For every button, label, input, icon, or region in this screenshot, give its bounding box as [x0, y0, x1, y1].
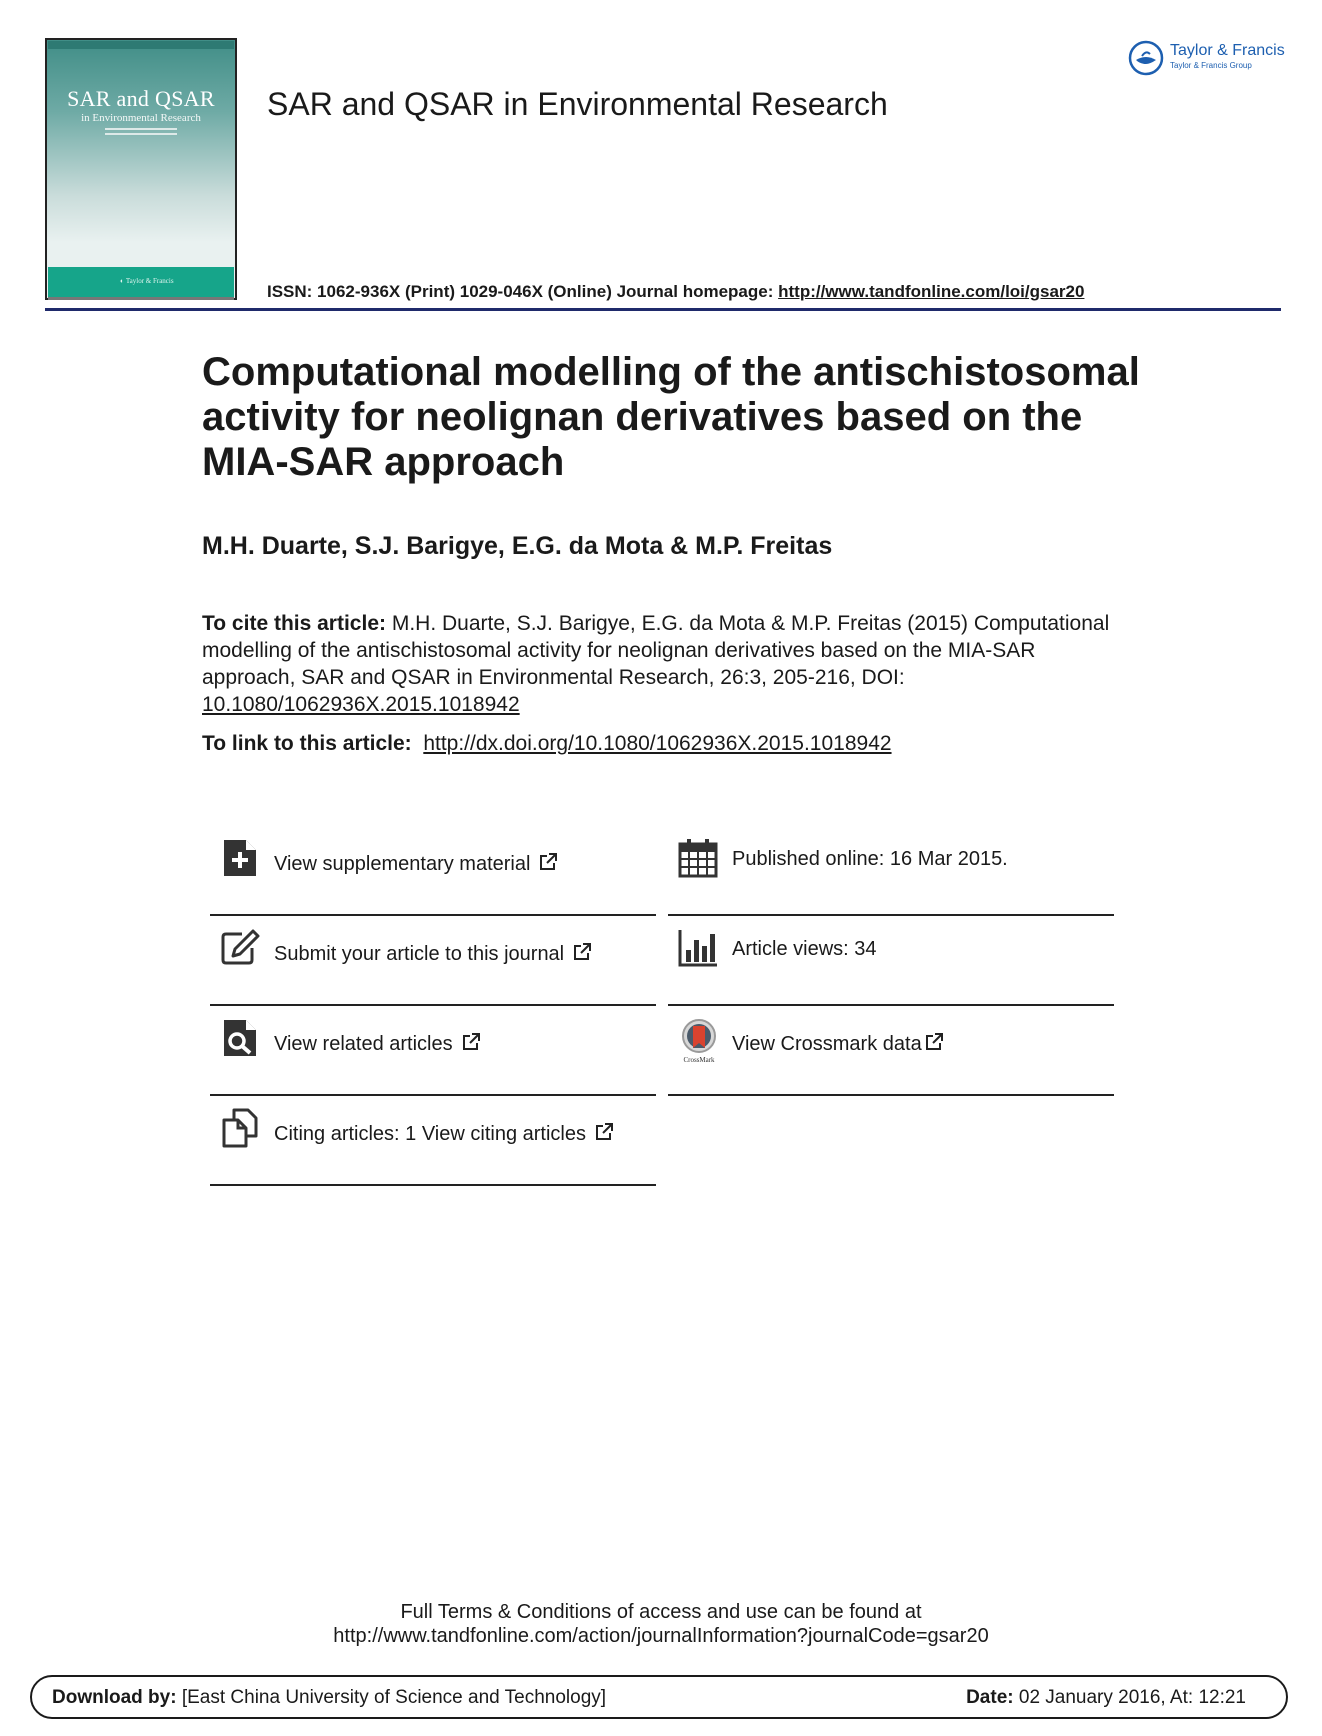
cover-footer-band — [48, 267, 234, 297]
calendar-icon — [678, 838, 718, 878]
crossmark-item[interactable] — [668, 1006, 1114, 1096]
publisher-group: Taylor & Francis Group — [1170, 61, 1252, 70]
journal-title: SAR and QSAR in Environmental Research — [267, 86, 888, 122]
supplementary-material-item[interactable] — [210, 826, 656, 916]
download-institution: [East China University of Science and Technology] — [176, 1687, 607, 1708]
article-title: Computational modelling of the antischistosomal activity for neolignan derivatives based on the MIA-SAR approach — [202, 350, 1140, 484]
journal-cover-image — [45, 38, 237, 300]
article-doi-link[interactable]: http://dx.doi.org/10.1080/1062936X.2015.1018942 — [423, 732, 892, 755]
copy-documents-icon — [220, 1108, 260, 1148]
external-link-icon — [924, 1032, 944, 1052]
article-views-label: Article views: 34 — [732, 938, 877, 960]
submit-article-item[interactable] — [210, 916, 656, 1006]
article-views-item — [668, 916, 1114, 1006]
article-authors: M.H. Duarte, S.J. Barigye, E.G. da Mota & M.P. Freitas — [202, 532, 833, 560]
related-articles-label: View related articles — [274, 1033, 453, 1055]
publisher-name: Taylor & Francis — [1170, 42, 1285, 59]
publisher-logo[interactable] — [1128, 38, 1288, 78]
cover-subtitle: in Environmental Research — [81, 112, 201, 124]
header-divider — [45, 308, 1281, 311]
external-link-icon — [538, 852, 558, 872]
download-info-bar — [30, 1675, 1288, 1719]
supplementary-label: View supplementary material — [274, 853, 531, 875]
submit-article-label: Submit your article to this journal — [274, 943, 565, 965]
published-online-item — [668, 826, 1114, 916]
cover-editor-lines — [105, 128, 177, 140]
crossmark-icon — [678, 1018, 720, 1064]
citing-articles-item[interactable] — [210, 1096, 656, 1186]
issn-text: ISSN: 1062-936X (Print) 1029-046X (Online) Journal homepage: — [267, 282, 779, 301]
citing-articles-label: Citing articles: 1 View citing articles — [274, 1123, 586, 1145]
cite-label: To cite this article: — [202, 612, 386, 635]
terms-url[interactable]: http://www.tandfonline.com/action/journalInformation?journalCode=gsar20 — [333, 1625, 989, 1647]
cite-text: M.H. Duarte, S.J. Barigye, E.G. da Mota & M.P. Freitas (2015) Computational modelling of the antischistosomal activity for neolignan derivatives based on the MIA-SAR approach, SAR and QSAR in Environmental Research, 26:3, 205-216, DOI: — [202, 612, 1110, 689]
link-label: To link to this article: — [202, 732, 412, 755]
external-link-icon — [461, 1032, 481, 1052]
download-date — [966, 1687, 1246, 1709]
download-by — [52, 1687, 606, 1709]
terms-and-conditions — [0, 1600, 1322, 1648]
publisher-lamp-icon — [1128, 40, 1164, 76]
crossmark-label: View Crossmark data — [732, 1033, 922, 1055]
date-value: 02 January 2016, At: 12:21 — [1013, 1687, 1246, 1708]
search-document-icon — [220, 1018, 260, 1058]
terms-line-1: Full Terms & Conditions of access and use can be found at — [400, 1601, 922, 1623]
download-label: Download by: — [52, 1687, 177, 1708]
related-articles-item[interactable] — [210, 1006, 656, 1096]
file-plus-icon — [220, 838, 260, 878]
edit-icon — [220, 928, 260, 968]
journal-homepage-link[interactable]: http://www.tandfonline.com/loi/gsar20 — [778, 282, 1085, 301]
cite-doi-link[interactable]: 10.1080/1062936X.2015.1018942 — [202, 693, 520, 716]
citation-block — [202, 610, 1132, 718]
crossmark-logo-text: CrossMark — [683, 1056, 715, 1064]
cover-publisher-logo: ◐ Taylor & Francis — [120, 277, 174, 285]
bar-chart-icon — [678, 928, 718, 968]
external-link-icon — [572, 942, 592, 962]
article-link-line — [202, 732, 892, 756]
date-label: Date: — [966, 1687, 1014, 1708]
cover-title: SAR and QSAR — [67, 86, 215, 111]
published-online-label: Published online: 16 Mar 2015. — [732, 848, 1008, 870]
external-link-icon — [594, 1122, 614, 1142]
issn-line — [267, 282, 1084, 302]
